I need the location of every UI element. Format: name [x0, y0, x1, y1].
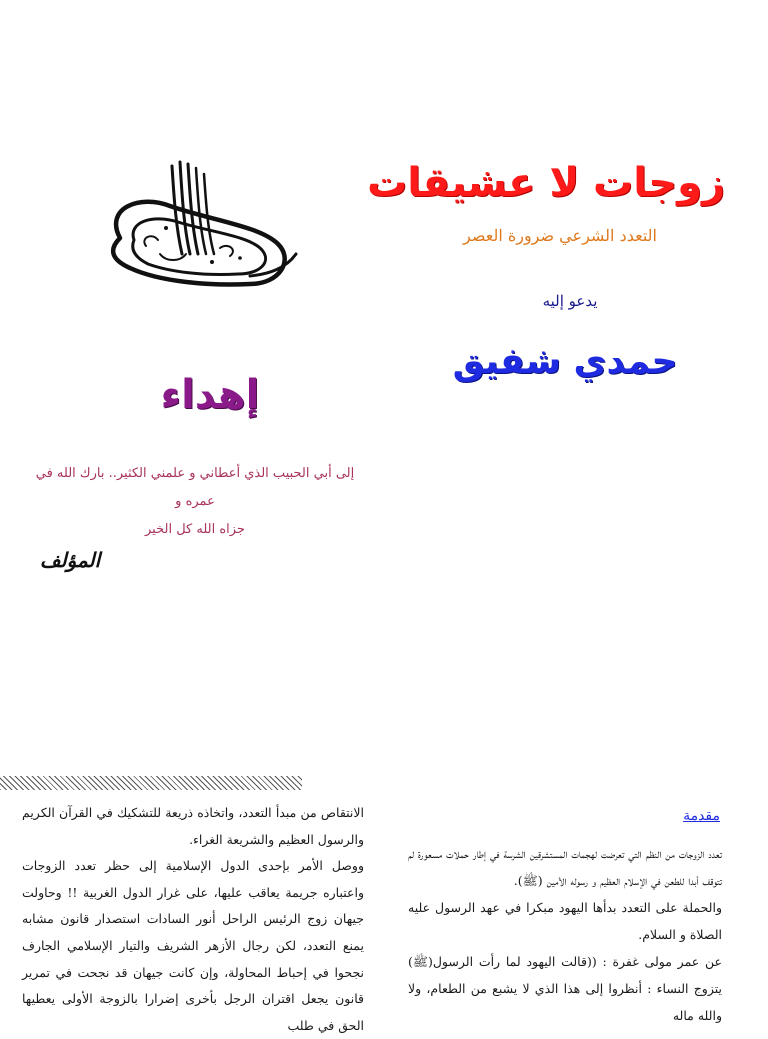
book-title: زوجات لا عشيقات [367, 160, 725, 206]
right-text-column [408, 840, 722, 1029]
paragraph: الانتقاص من مبدأ التعدد، واتخاذه ذريعة للتشكيك في القرآن الكريم والرسول العظيم والشريعة الغراء. [22, 805, 364, 847]
basmala-calligraphy-icon [100, 158, 300, 290]
author-signature: المؤلف [39, 548, 101, 572]
author-name: حمدي شفيق [452, 341, 678, 382]
book-subtitle: التعدد الشرعي ضرورة العصر [463, 226, 657, 245]
dedication-heading: إهداء [160, 372, 260, 418]
called-by-label: يدعو إليه [542, 292, 598, 310]
introduction-heading: مقدمة [683, 808, 720, 824]
paragraph: تعدد الزوجات من النظم التي تعرضت لهجمات المستشرقين الشرسة في إطار حملات مسعورة لم تتوقف أبدا للطعن في الإسلام العظيم و رسوله الأمين (ﷺ). [408, 846, 722, 888]
paragraph: ووصل الأمر بإحدى الدول الإسلامية إلى حظر تعدد الزوجات واعتباره جريمة يعاقب عليها، على غرار الدول الغربية !! وحاولت جيهان زوج الرئيس الراحل أنور السادات استصدار قانون مشابه يمنع التعدد، لكن رجال الأزهر الشريف والتيار الإسلامي الجارف نجحوا في إحباط المحاولة، وإن كانت جيهان قد نجحت في تمرير قانون يجعل اقتران الرجل بأخرى إضرارا بالزوجة الأولى يعطيها الحق في طلب [22, 858, 364, 1033]
left-text-column [22, 800, 364, 1039]
paragraph: عن عمر مولى غفرة : ((قالت اليهود لما رأت الرسول(ﷺ) يتزوج النساء : أنظروا إلى هذا الذي لا يشبع من الطعام، ولا والله ماله [408, 954, 722, 1023]
dedication-text [30, 460, 360, 544]
dedication-line-2: جزاه الله كل الخير [145, 522, 245, 537]
hatched-divider [0, 776, 302, 790]
dedication-line-1: إلى أبي الحبيب الذي أعطاني و علمني الكثير.. بارك الله في عمره و [35, 466, 355, 509]
paragraph: والحملة على التعدد بدأها اليهود مبكرا في عهد الرسول عليه الصلاة و السلام. [408, 900, 722, 942]
